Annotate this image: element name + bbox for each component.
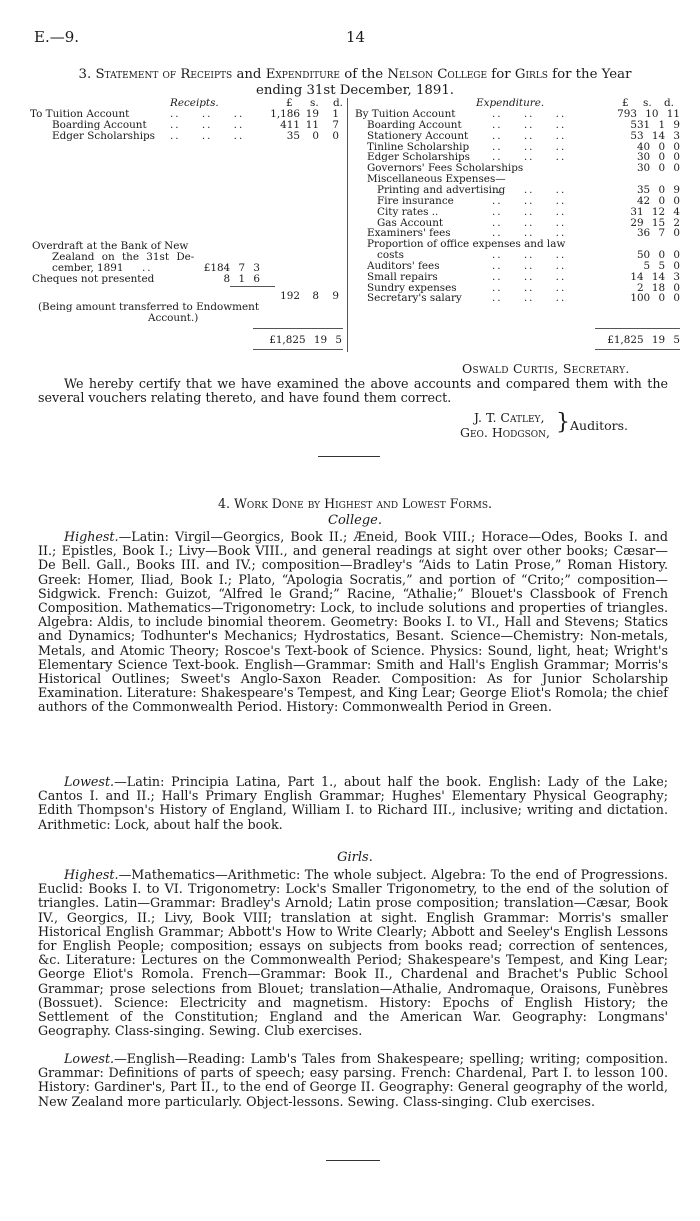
expenditure-amount: 50 0 0	[636, 249, 680, 262]
girls-subheading: Girls.	[337, 850, 373, 865]
receipt-shillings: 0	[312, 130, 319, 142]
form-description: —Latin: Principia Latina, Part 1., about half the book. English: Lady of the Lake; Cantos I. and II.; Hall's Primary English Grammar; Hughes' Elementary Physical Geography; Edith Thompson's History of England, William I. to Richard III., inclusive; writing and dictation. Arithmetic: Lock, about half the book.	[38, 774, 668, 832]
leader-dots: .. .. ..	[492, 270, 567, 283]
page-number: 14	[346, 28, 366, 46]
expenditure-amount: 5 5 0	[643, 259, 680, 272]
expenditure-amount: 29 15 2	[630, 216, 680, 229]
expenditure-label: costs	[377, 249, 404, 262]
section-divider	[318, 456, 380, 457]
leader-dots: .. .. ..	[492, 227, 567, 240]
overdraft-total-shillings: 8	[312, 290, 319, 302]
title-part: Statement of Receipts	[95, 67, 233, 82]
total-rule-bottom	[595, 349, 680, 350]
overdraft-total-pence: 9	[332, 290, 339, 302]
overdraft-line: Overdraft at the Bank of New	[32, 240, 189, 252]
certification-text	[38, 377, 668, 405]
title-part: of the	[340, 67, 388, 82]
leader-dots: .. .. ..	[492, 249, 567, 262]
end-divider	[326, 1160, 380, 1161]
leader-dots: .. .. ..	[492, 259, 567, 272]
expenditure-label: Miscellaneous Expenses—	[367, 173, 506, 186]
overdraft-line: cember, 1891	[52, 262, 124, 274]
expenditure-label: Edger Scholarships	[367, 151, 471, 164]
overdraft-amount: £184 7 3	[203, 262, 260, 274]
leader-dots: .. .. ..	[170, 130, 245, 142]
receipt-pounds: 1,186	[270, 108, 300, 120]
currency-head-shilling: s.	[643, 97, 652, 109]
expenditure-label: Tinline Scholarship	[367, 140, 470, 153]
statement-title	[30, 67, 680, 99]
cheques-amount: 8 1 6	[223, 273, 260, 285]
leader-dots: .. .. ..	[492, 118, 567, 131]
form-description: —English—Reading: Lamb's Tales from Shakespeare; spelling; writing; composition. Grammar: Definitions of parts of speech; easy parsing. French: Chardenal, Part I. to lesson 100. History: Gardiner's, Part II., to the end of George II. Geography: General geography of the world, New Zealand more particularly. Object-lessons. Sewing. Class-singing. Club exercises.	[38, 1051, 668, 1109]
expenditure-label: Boarding Account	[367, 118, 462, 131]
secretary-signature: Oswald Curtis, Secretary.	[462, 361, 630, 376]
receipt-pence: 0	[332, 130, 339, 142]
receipt-label: Boarding Account	[52, 119, 147, 131]
expenditure-total: £1,825 19 5	[607, 334, 680, 346]
title-part: and	[232, 67, 266, 82]
leader-dots: .. .. ..	[170, 108, 245, 120]
leader-dots: .. .. ..	[492, 194, 567, 207]
girls-lowest-paragraph	[38, 1052, 668, 1109]
girls-highest-paragraph	[38, 868, 668, 1038]
expenditure-amount: 31 12 4	[630, 205, 680, 218]
expenditure-label: Secretary's salary	[367, 292, 462, 305]
receipt-label: To Tuition Account	[30, 108, 130, 120]
receipt-pounds: 411	[280, 119, 300, 131]
expenditure-label: Proportion of office expenses and law	[367, 238, 566, 251]
form-description: —Latin: Virgil—Georgics, Book II.; Æneid, Book VIII.; Horace—Odes, Books I. and II.; Epistles, Book I.; Livy—Book VIII., and general readings at sight over other books; Cæsar—De Bell. Gall., Books III. and IV.; composition—Bradley's “Aids to Latin Prose,” Roman History. Greek: Homer, Iliad, Book I.; Plato, “Apologia Socratis,” and portion of “Crito;” composition—Sidgwick. French: Guizot, “Alfred le Grand;” Racine, “Athalie;” Blouet's Classbook of French Composition. Mathematics—Trigonometry: Lock, to include solutions and properties of triangles. Algebra: Aldis, to include binomial theorem. Geometry: Books I. to VI., Hall and Stevens; Statics and Dynamics; Todhunter's Mechanics; Hydrostatics, Besant. Science—Chemistry: Non-metals, Metals, and Atomic Theory; Roscoe's Text-book of Science. Physics: Sound, light, heat; Wright's Elementary Science Text-book. English—Grammar: Smith and Hall's English Grammar; Morris's Historical Outlines; Sweet's Anglo-Saxon Reader. Composition: As for Junior Scholarship Examination. Literature: Shakespeare's Tempest, and King Lear; George Eliot's Romola; the chief authors of the Commonwealth Period. History: Commonwealth Period in Green.	[38, 529, 668, 715]
title-part: for	[487, 67, 515, 82]
title-part: Girls	[514, 67, 548, 82]
expenditure-amount: 40 0 0	[636, 140, 680, 153]
expenditure-label: City rates ..	[377, 205, 439, 218]
college-highest-paragraph	[38, 530, 668, 715]
expenditure-label: Fire insurance	[377, 194, 454, 207]
title-part: for the Year	[547, 67, 632, 82]
form-label: Lowest.	[64, 774, 115, 789]
leader-dots: .. .. ..	[492, 129, 567, 142]
overdraft-line: Cheques not presented	[32, 273, 155, 285]
expenditure-amount: 36 7 0	[636, 227, 680, 240]
subtotal-rule	[230, 286, 275, 287]
account-table	[30, 98, 680, 353]
leader-dots: .. .. ..	[492, 281, 567, 294]
title-part: Expenditure	[265, 67, 341, 82]
leader-dots: .. .. ..	[492, 205, 567, 218]
expenditure-amount: 531 1 9	[630, 118, 680, 131]
auditor-brace: }	[556, 410, 570, 435]
expenditure-amount: 35 0 9	[636, 183, 680, 196]
expenditure-amount: 793 10 11	[617, 108, 680, 120]
expenditure-amount: 30 0 0	[636, 151, 680, 164]
title-part: 3.	[78, 67, 96, 82]
expenditure-label: Auditors' fees	[367, 259, 440, 272]
auditor-name: Geo. Hodgson,	[460, 425, 550, 440]
expenditure-label: Small repairs	[367, 270, 438, 283]
form-description: —Mathematics—Arithmetic: The whole subject. Algebra: To the end of Progressions. Euclid: Books I. to VI. Trigonometry: Lock's Smaller Trigonometry, to the end of the solution of triangles. Latin—Grammar: Bradley's Arnold; Latin prose composition; translation—Cæsar, Book IV., Georgics, II.; Livy, Book VIII; translation at sight. English Grammar: Morris's smaller Historical English Grammar; Abbott's How to Write Clearly; Abbott and Seeley's English Lessons for English People; composition; essays on subjects from books read; correction of sentences, &c. Literature: Lectures on the Commonwealth Period; Shakespeare's Tempest, and King Lear; George Eliot's Romola. French—Grammar: Book II., Chardenal and Brachet's Public School Grammar; prose selections from Blouet; translation—Athalie, Andromaque, Oraisons, Funèbres (Bossuet). Science: Electricity and magnetism. History: Epochs of English History; the Settlement of the Constitution; England and the American War. Geography: Longmans' Geography. Class-singing. Sewing. Club exercises.	[38, 867, 668, 1039]
overdraft-line: Zealand on the 31st De-	[52, 251, 195, 263]
auditors-label: Auditors.	[570, 418, 628, 433]
expenditure-label: By Tuition Account	[355, 108, 456, 120]
receipt-shillings: 19	[305, 108, 319, 120]
leader-dots: .. .. ..	[492, 140, 567, 153]
expenditure-amount: 53 14 3	[630, 129, 680, 142]
leader-dots: .. .. ..	[492, 216, 567, 229]
currency-head-pence: d.	[333, 97, 343, 109]
certification-paragraph: We hereby certify that we have examined the above accounts and compared them with the several vouchers relating thereto, and have found them correct.	[38, 376, 668, 406]
college-lowest-paragraph	[38, 775, 668, 832]
college-subheading: College.	[328, 513, 382, 528]
expenditure-label: Printing and advertising	[377, 183, 506, 196]
expenditure-label: Stationery Account	[367, 129, 469, 142]
receipts-heading: Receipts.	[170, 97, 219, 109]
form-label: Lowest.	[64, 1051, 115, 1066]
expenditure-heading: Expenditure.	[476, 97, 545, 109]
column-divider	[347, 98, 348, 352]
receipt-pence: 7	[332, 119, 339, 131]
overdraft-note: Account.)	[148, 312, 199, 324]
expenditure-label: Examiners' fees	[367, 227, 451, 240]
receipt-label: Edger Scholarships	[52, 130, 156, 142]
leader-dots: .. .. ..	[170, 119, 245, 131]
form-label: Highest.	[64, 867, 119, 882]
total-rule-bottom	[253, 349, 343, 350]
expenditure-label: Gas Account	[377, 216, 444, 229]
receipt-shillings: 11	[305, 119, 319, 131]
leader-dots: ..	[142, 262, 153, 274]
expenditure-amount: 2 18 0	[636, 281, 680, 294]
section-heading: 4. Work Done by Highest and Lowest Forms.	[217, 496, 493, 511]
leader-dots: .. .. ..	[492, 183, 567, 196]
currency-head-shilling: s.	[310, 97, 319, 109]
receipt-pence: 1	[332, 108, 339, 120]
page-reference: E.—9.	[34, 28, 80, 46]
expenditure-amount: 30 0 0	[636, 162, 680, 175]
leader-dots: .. .. ..	[492, 151, 567, 164]
currency-head-pence: d.	[664, 97, 674, 109]
total-rule-top	[253, 328, 343, 329]
leader-dots: .. .. ..	[492, 108, 567, 120]
receipt-pounds: 35	[286, 130, 300, 142]
leader-dots: .. .. ..	[492, 292, 567, 305]
form-label: Highest.	[64, 529, 119, 544]
auditor-name: J. T. Catley,	[474, 410, 545, 425]
statement-subtitle: ending 31st December, 1891.	[255, 83, 455, 98]
title-part: Nelson College	[387, 67, 488, 82]
total-rule-top	[595, 328, 680, 329]
expenditure-amount: 14 14 3	[630, 270, 680, 283]
receipts-total: £1,825 19 5	[269, 334, 342, 346]
overdraft-note: (Being amount transferred to Endowment	[38, 301, 260, 313]
expenditure-label: Governors' Fees Scholarships	[367, 162, 524, 175]
expenditure-label: Sundry expenses	[367, 281, 457, 294]
expenditure-amount: 42 0 0	[636, 194, 680, 207]
currency-head-pound: £	[286, 97, 293, 109]
overdraft-total-pounds: 192	[280, 290, 300, 302]
expenditure-amount: 100 0 0	[630, 292, 680, 305]
currency-head-pound: £	[622, 97, 629, 109]
